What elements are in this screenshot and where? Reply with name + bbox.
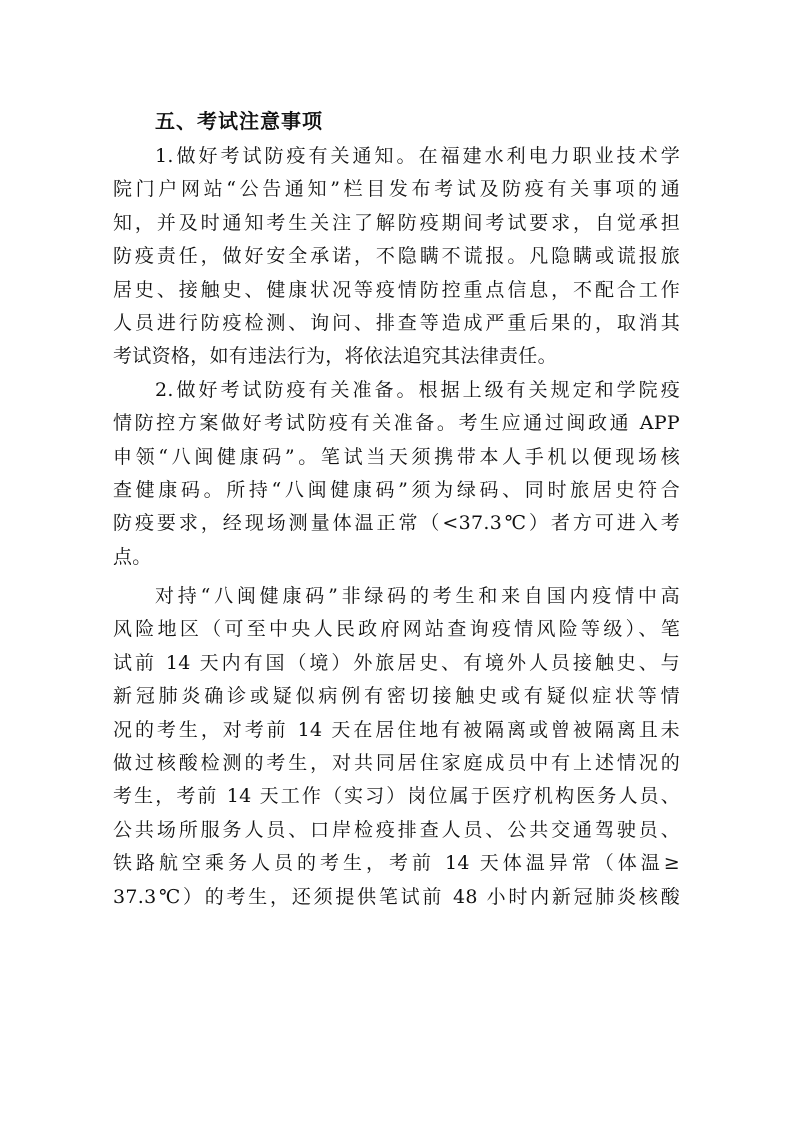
text-line: 防疫要求，经现场测量体温正常（<37.3℃）者方可进入考	[113, 512, 680, 535]
text-line: 对持“八闽健康码”非绿码的考生和来自国内疫情中高	[155, 585, 680, 608]
text-line: 试前 14 天内有国（境）外旅居史、有境外人员接触史、与	[113, 651, 680, 674]
text-line: 1.做好考试防疫有关通知。在福建水利电力职业技术学	[155, 145, 680, 167]
text-line: 37.3℃）的考生，还须提供笔试前 48 小时内新冠肺炎核酸	[113, 885, 680, 908]
text-line: 居史、接触史、健康状况等疫情防控重点信息，不配合工作	[113, 278, 680, 301]
text-line: 点。	[113, 545, 152, 568]
text-line: 做过核酸检测的考生，对共同居住家庭成员中有上述情况的	[113, 752, 680, 775]
text-line: 防疫责任，做好安全承诺，不隐瞒不谎报。凡隐瞒或谎报旅	[113, 245, 680, 268]
text-line: 申领“八闽健康码”。笔试当天须携带本人手机以便现场核	[113, 445, 680, 468]
section-title: 五、考试注意事项	[155, 109, 323, 133]
paragraph-preparation	[113, 374, 680, 574]
text-line: 铁路航空乘务人员的考生，考前 14 天体温异常（体温≥	[113, 852, 680, 875]
text-line: 风险地区（可至中央人民政府网站查询疫情风险等级）、笔	[113, 618, 680, 641]
text-line: 况的考生，对考前 14 天在居住地有被隔离或曾被隔离且未	[113, 718, 680, 741]
paragraph-non-green-code	[113, 580, 680, 914]
text-line: 人员进行防疫检测、询问、排查等造成严重后果的，取消其	[113, 311, 680, 334]
text-line: 知，并及时通知考生关注了解防疫期间考试要求，自觉承担	[113, 211, 680, 234]
text-line: 公共场所服务人员、口岸检疫排查人员、公共交通驾驶员、	[113, 818, 680, 841]
document-body	[113, 102, 680, 914]
text-line: 考试资格，如有违法行为，将依法追究其法律责任。	[113, 345, 557, 368]
text-line: 院门户网站“公告通知”栏目发布考试及防疫有关事项的通	[113, 178, 680, 201]
text-line: 考生，考前 14 天工作（实习）岗位属于医疗机构医务人员、	[113, 785, 680, 808]
text-line: 2.做好考试防疫有关准备。根据上级有关规定和学院疫	[155, 378, 680, 401]
text-line: 新冠肺炎确诊或疑似病例有密切接触史或有疑似症状等情	[113, 685, 680, 708]
text-line: 情防控方案做好考试防疫有关准备。考生应通过闽政通 APP	[113, 412, 680, 435]
text-line: 查健康码。所持“八闽健康码”须为绿码、同时旅居史符合	[113, 478, 680, 501]
paragraph-notice	[113, 140, 680, 374]
